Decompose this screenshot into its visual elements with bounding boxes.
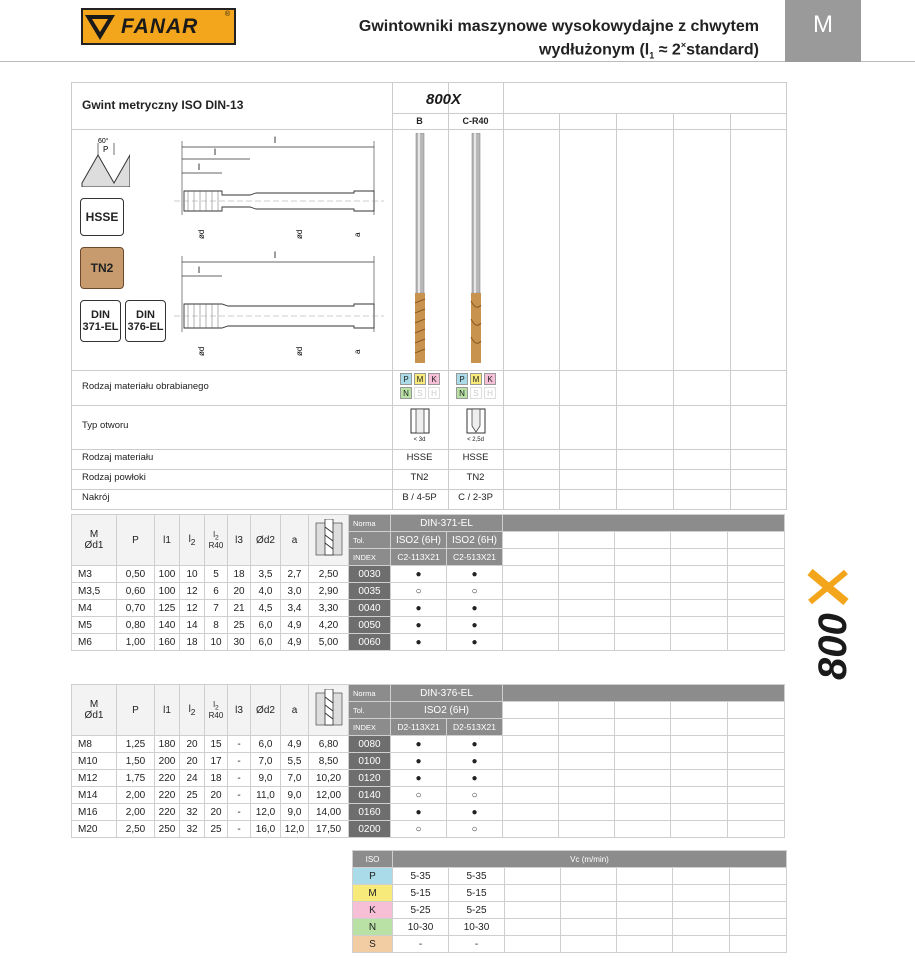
- table-row: M16 2,00 220 32 20 - 12,0 9,0 14,00 0160 ● ●: [72, 804, 785, 821]
- l1-label: l: [274, 135, 276, 145]
- table-row: M8 1,25 180 20 15 - 6,0 4,9 6,80 0080 ● ●: [72, 736, 785, 753]
- table-row: M 5-15 5-15: [353, 885, 787, 902]
- din-371-badge: DIN 371-EL: [80, 300, 121, 342]
- table-row: M4 0,70 125 12 7 21 4,5 3,4 3,30 0040 ● ●: [72, 600, 785, 617]
- index-cr40: D2-513X21: [447, 719, 503, 736]
- row-label-chamfer: Nakrój: [82, 492, 110, 503]
- table-row: M20 2,50 250 32 25 - 16,0 12,0 17,50 0200 ○ ○: [72, 821, 785, 838]
- page-title: [359, 17, 759, 66]
- material-chip-m: M: [414, 373, 426, 385]
- tool-info-panel: [71, 82, 787, 510]
- col-header-l1: l1: [155, 685, 180, 736]
- col-header-m-d1: M Ød1: [72, 685, 117, 736]
- row-label-hole-type: Typ otworu: [82, 420, 129, 431]
- material-chip-m: M: [470, 373, 482, 385]
- col-header-p: P: [117, 515, 155, 566]
- d1-label-2: ød: [197, 346, 206, 356]
- cutting-speed-table: [352, 850, 787, 953]
- hole-depth-b: < 3d: [413, 437, 426, 443]
- din-376-badge: DIN 376-EL: [125, 300, 166, 342]
- material-chip-s: S: [414, 387, 426, 399]
- index-label: INDEX: [349, 719, 391, 736]
- norm-value: DIN-371-EL: [391, 515, 503, 532]
- table-row: M10 1,50 200 20 17 - 7,0 5,5 8,50 0100 ● ●: [72, 753, 785, 770]
- table-row: M5 0,80 140 14 8 25 6,0 4,9 4,20 0050 ● ●: [72, 617, 785, 634]
- table-row: M6 1,00 160 18 10 30 6,0 4,9 5,00 0060 ● ●: [72, 634, 785, 651]
- title-line-2: wydłużonym ($l_1$ ≈ 2×standard): [539, 40, 759, 61]
- table-row: P 5-35 5-35: [353, 868, 787, 885]
- col-header-l2: $l_2$: [180, 685, 205, 736]
- tol-cr40: ISO2 (6H): [447, 532, 503, 549]
- tol-value: ISO2 (6H): [391, 702, 503, 719]
- l2-label-2: l: [198, 265, 200, 275]
- tap-image-cr40: [468, 133, 484, 365]
- tol-label: Tol.: [349, 532, 391, 549]
- table-din-376: [71, 684, 785, 838]
- column-header-cr40: C-R40: [462, 116, 489, 126]
- col-header-l2-r40: $l_2$ R40: [205, 515, 228, 566]
- row-label-material-processed: Rodzaj materiału obrabianego: [82, 381, 209, 392]
- index-label: INDEX: [349, 549, 391, 566]
- title-line-1: Gwintowniki maszynowe wysokowydajne z chwytem: [358, 18, 759, 35]
- iso-header: ISO: [353, 851, 393, 868]
- l3-label: l: [214, 147, 216, 157]
- col-header-l3: l3: [228, 685, 251, 736]
- series-800x-side-logo: [806, 566, 852, 682]
- a-label: a: [353, 232, 362, 237]
- table-row: M3 0,50 100 10 5 18 3,5 2,7 2,50 0030 ● ●: [72, 566, 785, 583]
- table-row: S - -: [353, 936, 787, 953]
- material-chip-p: P: [400, 373, 412, 385]
- angle-label: 60°: [98, 138, 109, 145]
- norm-label: Norma: [349, 515, 391, 532]
- vc-header: Vc (m/min): [393, 851, 787, 868]
- pitch-label: P: [103, 145, 109, 154]
- drill-diameter-icon: [309, 685, 349, 736]
- material-chip-k: K: [484, 373, 496, 385]
- material-cr40: HSSE: [462, 452, 489, 463]
- col-header-l2-r40: $l_2$ R40: [205, 685, 228, 736]
- col-header-m-d1: M Ød1: [72, 515, 117, 566]
- col-header-a: a: [281, 685, 309, 736]
- svg-text:800: 800: [811, 613, 852, 680]
- blind-hole-tapered-icon: [466, 408, 486, 434]
- d2-label-2: ød: [295, 346, 304, 356]
- column-header-b: B: [416, 116, 423, 126]
- material-chip-p: P: [456, 373, 468, 385]
- col-header-d2: Ød2: [251, 685, 281, 736]
- table-din-371: [71, 514, 785, 651]
- index-b: D2-113X21: [391, 719, 447, 736]
- panel-title: Gwint metryczny ISO DIN-13: [82, 98, 244, 112]
- table-row: M12 1,75 220 24 18 - 9,0 7,0 10,20 0120 ● ●: [72, 770, 785, 787]
- row-label-coating: Rodzaj powłoki: [82, 472, 146, 483]
- page-header: [0, 0, 915, 62]
- material-chip-h: H: [428, 387, 440, 399]
- chamfer-cr40: C / 2-3P: [458, 492, 493, 503]
- tap-image-b: [412, 133, 428, 365]
- index-b: C2-113X21: [391, 549, 447, 566]
- registered-icon: ®: [224, 11, 230, 18]
- d2-label: ød: [295, 229, 304, 239]
- l1-label-2: l: [274, 250, 276, 260]
- series-800x-logo: [424, 87, 484, 109]
- table-row: N 10-30 10-30: [353, 919, 787, 936]
- brand-name: FANAR: [117, 10, 234, 43]
- row-label-material: Rodzaj materiału: [82, 452, 154, 463]
- table-row: K 5-25 5-25: [353, 902, 787, 919]
- material-chip-n: N: [400, 387, 412, 399]
- material-chip-n: N: [456, 387, 468, 399]
- series-logo-text: 800X: [426, 91, 462, 108]
- table-row: M14 2,00 220 25 20 - 11,0 9,0 12,00 0140 ○ ○: [72, 787, 785, 804]
- material-b: HSSE: [406, 452, 433, 463]
- norm-label: Norma: [349, 685, 391, 702]
- tol-b: ISO2 (6H): [391, 532, 447, 549]
- drill-diameter-icon: [309, 515, 349, 566]
- tol-label: Tol.: [349, 702, 391, 719]
- d1-label: ød: [197, 229, 206, 239]
- section-tab: M: [785, 0, 861, 62]
- fanar-v-icon: [83, 10, 117, 43]
- material-chip-s: S: [470, 387, 482, 399]
- thread-profile-diagram: [80, 135, 130, 187]
- col-header-l2: $l_2$: [180, 515, 205, 566]
- col-header-l1: l1: [155, 515, 180, 566]
- col-header-p: P: [117, 685, 155, 736]
- tap-drawing-din376: [174, 248, 384, 363]
- table-row: M3,5 0,60 100 12 6 20 4,0 3,0 2,90 0035 ○ ○: [72, 583, 785, 600]
- hole-depth-cr40: < 2,5d: [467, 437, 484, 443]
- coating-badge-tn2: TN2: [80, 247, 124, 289]
- coating-b: TN2: [410, 472, 429, 483]
- col-header-l3: l3: [228, 515, 251, 566]
- tap-drawing-din371: [174, 133, 384, 245]
- a-label-2: a: [353, 349, 362, 354]
- coating-cr40: TN2: [466, 472, 485, 483]
- blind-hole-icon: [410, 408, 430, 434]
- material-chip-h: H: [484, 387, 496, 399]
- index-cr40: C2-513X21: [447, 549, 503, 566]
- norm-value: DIN-376-EL: [391, 685, 503, 702]
- material-chip-k: K: [428, 373, 440, 385]
- chamfer-b: B / 4-5P: [402, 492, 437, 503]
- col-header-d2: Ød2: [251, 515, 281, 566]
- fanar-logo: [81, 8, 236, 45]
- l2-label: l: [198, 162, 200, 172]
- col-header-a: a: [281, 515, 309, 566]
- material-badge-hsse: HSSE: [80, 198, 124, 236]
